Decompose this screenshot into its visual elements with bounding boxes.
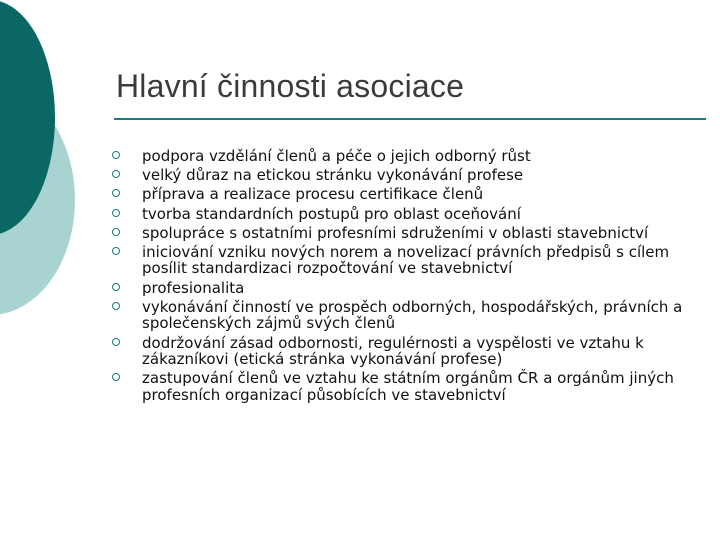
- decorative-circles: [0, 0, 110, 330]
- bullet-text: iniciování vzniku nových norem a novelizací právních předpisů s cílem posílit standardizaci rozpočtování ve stavebnictví: [142, 242, 670, 278]
- title-divider: [114, 118, 706, 120]
- bullet-item: [112, 299, 692, 332]
- circle-bullet-icon: [112, 283, 120, 291]
- bullet-item: [112, 186, 692, 203]
- bullet-item: [112, 206, 692, 223]
- circle-bullet-icon: [112, 373, 120, 381]
- bullet-text: profesionalita: [142, 278, 245, 297]
- bullet-text: podpora vzdělání členů a péče o jejich odborný růst: [142, 147, 531, 165]
- bullet-item: [112, 148, 692, 165]
- bullet-item: [112, 335, 692, 368]
- bullet-text: velký důraz na etickou stránku vykonávání profese: [142, 166, 524, 185]
- circle-bullet-icon: [112, 228, 120, 236]
- slide-title: Hlavní činnosti asociace: [116, 68, 465, 104]
- bullet-text: zastupování členů ve vztahu ke státním orgánům ČR a orgánům jiných profesních organizací působících ve stavebnictví: [142, 369, 674, 404]
- bullet-text: příprava a realizace procesu certifikace členů: [142, 185, 484, 204]
- bullet-item: [112, 244, 692, 277]
- bullet-item: [112, 167, 692, 184]
- bullet-text: dodržování zásad odbornosti, regulérnosti a vyspělosti ve vztahu k zákazníkovi (etická stránka vykonávání profese): [142, 333, 644, 368]
- circle-bullet-icon: [112, 189, 120, 197]
- circle-bullet-icon: [112, 302, 120, 310]
- bullet-text: tvorba standardních postupů pro oblast oceňování: [142, 204, 521, 223]
- bullet-item: [112, 225, 692, 242]
- circle-bullet-icon: [112, 170, 120, 178]
- bullet-item: [112, 280, 692, 297]
- bullet-list: [112, 148, 692, 406]
- circle-bullet-icon: [112, 247, 120, 255]
- bullet-item: [112, 370, 692, 403]
- circle-bullet-icon: [112, 151, 120, 159]
- circle-bullet-icon: [112, 209, 120, 217]
- circle-bullet-icon: [112, 338, 120, 346]
- bullet-text: spolupráce s ostatními profesními sdruženími v oblasti stavebnictví: [142, 223, 649, 242]
- bullet-text: vykonávání činností ve prospěch odborných, hospodářských, právních a společenských zájmů svých členů: [142, 297, 683, 333]
